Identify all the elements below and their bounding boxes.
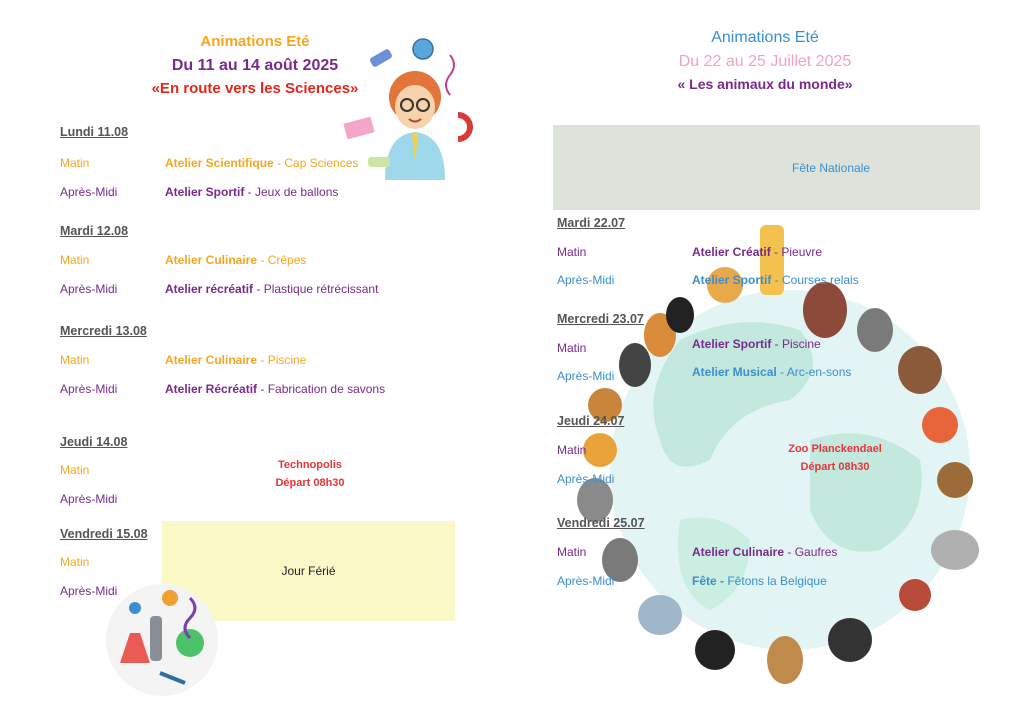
event-name: Zoo Planckendael: [788, 443, 882, 455]
activity-detail: - Courses relais: [771, 273, 859, 287]
right-dates: Du 22 au 25 Juillet 2025: [678, 53, 852, 70]
science-boy-illustration: [340, 35, 500, 185]
left-day-4-label: Jeudi 14.08: [60, 435, 128, 449]
right-day-3-label: Jeudi 24.07: [557, 414, 625, 428]
activity-detail: - Plastique rétrécissant: [253, 282, 379, 296]
activity-detail: Fêtons la Belgique: [724, 574, 827, 588]
left-day-3-matin-activity: [165, 353, 306, 367]
activity-detail: - Gaufres: [784, 545, 838, 559]
activity-name: Atelier Sportif: [165, 185, 245, 199]
left-day-3-matin: Matin: [60, 353, 90, 367]
left-day-2-matin: Matin: [60, 253, 90, 267]
event-departure: Départ 08h30: [800, 461, 870, 473]
left-day-1-label: Lundi 11.08: [60, 125, 129, 139]
right-day-4-pm: Après-Midi: [557, 574, 615, 588]
right-day-1-label: Mardi 22.07: [557, 216, 626, 230]
event-departure: Départ 08h30: [275, 477, 345, 489]
right-day-3-matin: Matin: [557, 443, 587, 457]
left-day-4-matin: Matin: [60, 463, 90, 477]
left-day-1-pm: Après-Midi: [60, 185, 118, 199]
left-day-4-event: [250, 459, 370, 489]
left-day-2-matin-activity: [165, 253, 306, 267]
left-day-3-label: Mercredi 13.08: [60, 324, 147, 338]
activity-detail: - Crêpes: [257, 253, 307, 267]
activity-name: Atelier Culinaire: [692, 545, 785, 559]
left-day-2-pm-activity: [165, 282, 378, 296]
right-day-4-label: Vendredi 25.07: [557, 516, 645, 530]
left-day-1-pm-activity: [165, 185, 338, 199]
left-dates: Du 11 au 14 août 2025: [171, 57, 339, 74]
national-holiday-label: Fête Nationale: [792, 160, 871, 175]
activity-name: Atelier Sportif: [692, 337, 772, 351]
right-day-2-matin: Matin: [557, 341, 587, 355]
activity-detail: - Fabrication de savons: [257, 382, 386, 396]
left-day-3-pm: Après-Midi: [60, 382, 118, 396]
left-day-2-label: Mardi 12.08: [60, 224, 129, 238]
right-day-1-pm: Après-Midi: [557, 273, 615, 287]
right-day-4-matin-activity: [692, 545, 837, 559]
right-title: Animations Eté: [711, 29, 819, 46]
right-day-4-pm-activity: [692, 574, 827, 588]
right-theme: « Les animaux du monde»: [677, 76, 853, 92]
left-day-1-matin-activity: [165, 156, 358, 170]
left-day-2-pm: Après-Midi: [60, 282, 118, 296]
activity-name: Atelier Créatif: [692, 245, 771, 259]
activity-detail: - Jeux de ballons: [244, 185, 339, 199]
right-day-1-matin-activity: [692, 245, 822, 259]
left-day-4-pm: Après-Midi: [60, 492, 118, 506]
left-title: Animations Eté: [200, 33, 310, 50]
left-day-5-label: Vendredi 15.08: [60, 527, 148, 541]
activity-name: Atelier Culinaire: [165, 353, 258, 367]
left-day-3-pm-activity: [165, 382, 385, 396]
activity-name: Atelier Musical: [692, 365, 777, 379]
right-day-4-matin: Matin: [557, 545, 587, 559]
right-day-1-pm-activity: [692, 273, 859, 287]
right-day-2-pm-activity: [692, 365, 851, 379]
science-tools-illustration: [100, 578, 225, 698]
left-day-1-matin: Matin: [60, 156, 90, 170]
right-day-3-pm: Après-Midi: [557, 472, 615, 486]
left-day-5-pm: Après-Midi: [60, 584, 118, 598]
event-name: Technopolis: [278, 459, 342, 471]
right-day-3-event: [770, 443, 900, 473]
activity-name: Atelier Sportif: [692, 273, 772, 287]
activity-name: Fête -: [692, 574, 725, 588]
activity-detail: - Piscine: [771, 337, 821, 351]
activity-detail: - Arc-en-sons: [776, 365, 852, 379]
activity-detail: - Cap Sciences: [273, 156, 359, 170]
right-day-2-matin-activity: [692, 337, 821, 351]
activity-name: Atelier Scientifique: [165, 156, 274, 170]
activity-detail: - Pieuvre: [770, 245, 823, 259]
right-day-2-pm: Après-Midi: [557, 369, 615, 383]
activity-name: Atelier Culinaire: [165, 253, 258, 267]
right-day-2-label: Mercredi 23.07: [557, 312, 644, 326]
holiday-label: Jour Férié: [281, 564, 336, 578]
activity-name: Atelier Récréatif: [165, 382, 258, 396]
national-holiday-box: [553, 125, 980, 210]
left-day-5-matin: Matin: [60, 555, 90, 569]
right-day-1-matin: Matin: [557, 245, 587, 259]
activity-detail: - Piscine: [257, 353, 307, 367]
left-theme: «En route vers les Sciences»: [151, 80, 359, 97]
activity-name: Atelier récréatif: [165, 282, 254, 296]
